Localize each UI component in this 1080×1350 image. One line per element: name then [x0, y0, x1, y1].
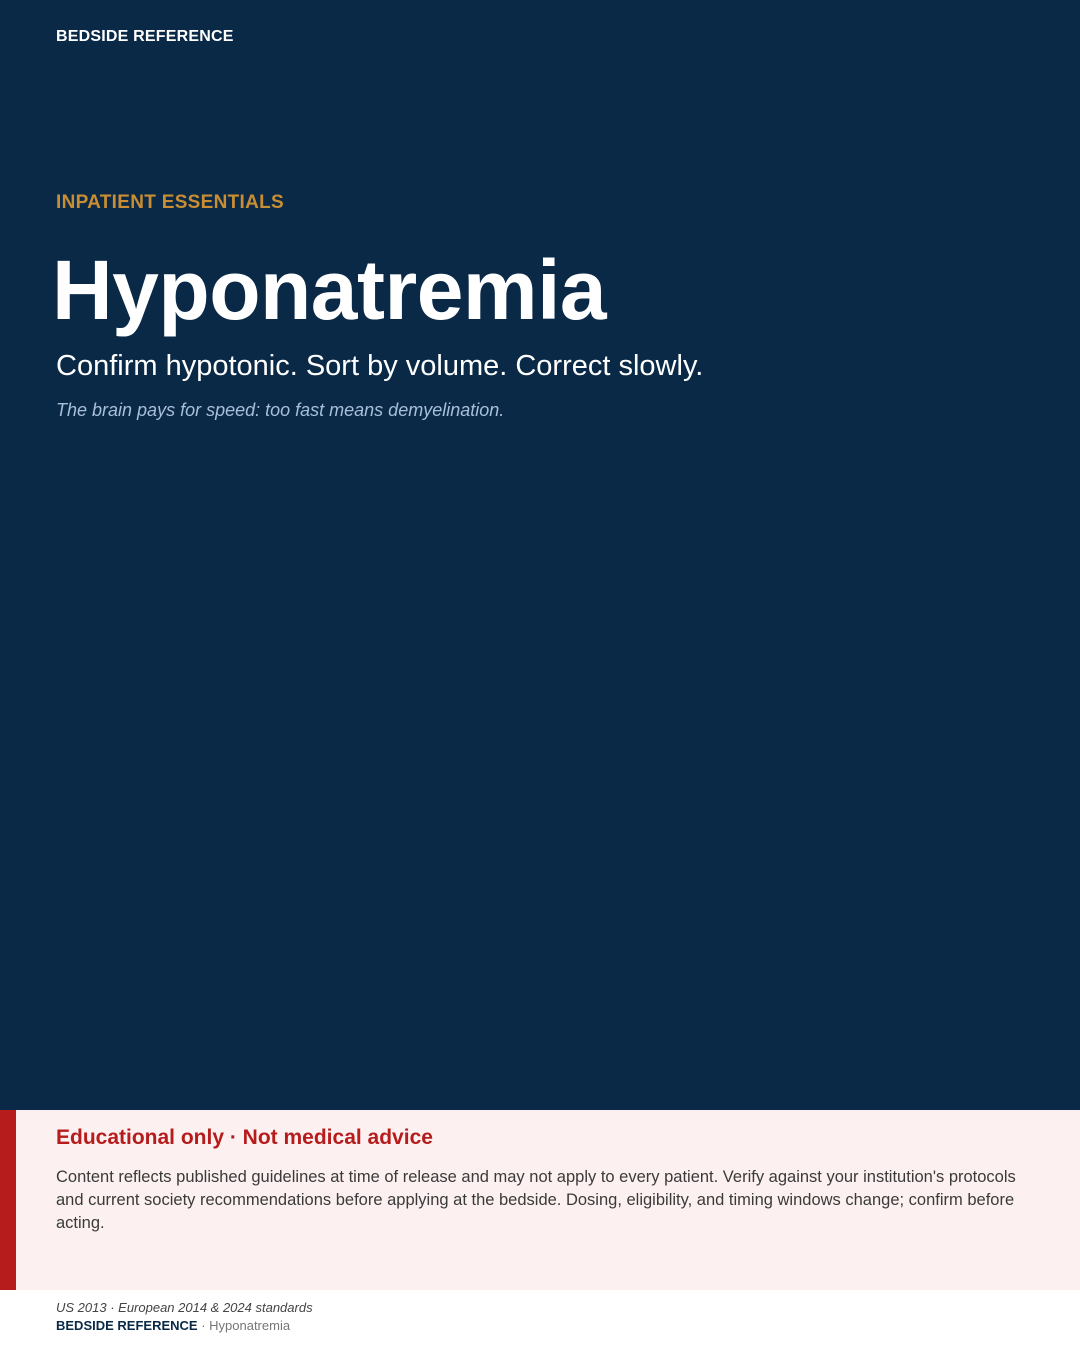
footer-brand: BEDSIDE REFERENCE — [56, 1318, 198, 1333]
footer-credit — [56, 1318, 290, 1333]
tagline-note: The brain pays for speed: too fast means demyelination. — [56, 400, 505, 420]
page-subtitle: Confirm hypotonic. Sort by volume. Correct slowly. — [56, 350, 704, 382]
brand-label: BEDSIDE REFERENCE — [56, 28, 234, 45]
disclaimer-body: Content reflects published guidelines at time of release and may not apply to every patient. Verify against your institution's protocols and current society recommendations before applying at the bedside. Dosing, eligibility, and timing windows change; confirm before acting. — [56, 1168, 1016, 1232]
disclaimer-accent-bar — [0, 1110, 16, 1290]
footer-topic: · Hyponatremia — [197, 1318, 291, 1333]
disclaimer-title: Educational only · Not medical advice — [56, 1126, 433, 1149]
footer-standards: US 2013 · European 2014 & 2024 standards — [56, 1300, 313, 1315]
disclaimer-box — [0, 1110, 1080, 1290]
page-title: Hyponatremia — [52, 243, 607, 337]
section-kicker: INPATIENT ESSENTIALS — [56, 192, 285, 213]
